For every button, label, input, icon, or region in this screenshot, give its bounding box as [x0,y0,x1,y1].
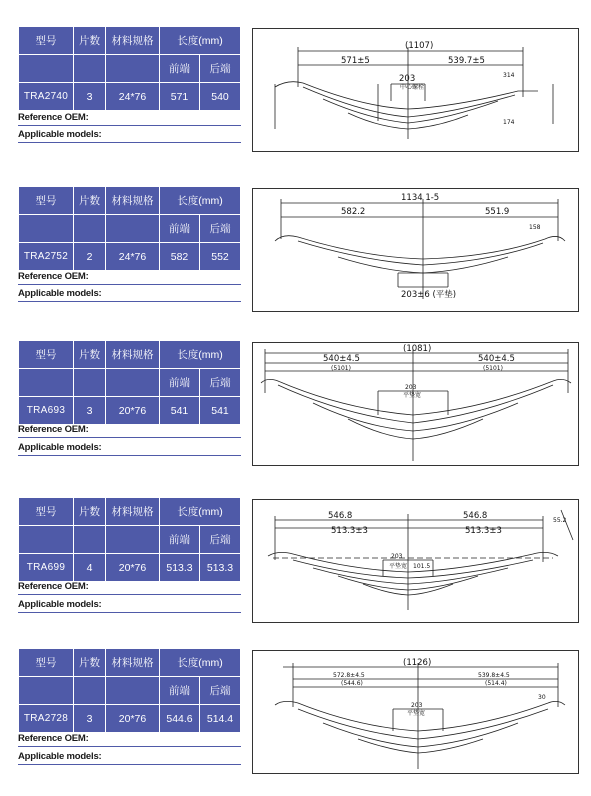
center-dim-label: 203 [411,702,423,709]
leaf-spring-diagram [253,29,578,151]
front-dim-label: 572.8±4.5 [333,672,365,679]
center-note-label: 中心螺栓 [400,84,425,91]
spec-table [18,497,241,582]
eye-dim-label: 158 [529,224,541,231]
rear-length: 513.3 [200,554,241,582]
rear-dim2-label: (514.4) [485,680,507,687]
header-rear: 后端 [200,215,241,243]
pieces-value: 3 [74,83,106,111]
center-dim-label: 203±6 (平垫) [401,290,457,300]
applicable-models-label: Applicable models: [18,441,241,456]
header-model: 型号 [19,649,74,677]
applicable-models-label: Applicable models: [18,287,241,302]
spec-table [18,648,241,733]
header-front: 前端 [160,369,200,397]
reference-oem-label: Reference OEM: [18,270,241,285]
spring-entry [0,648,591,793]
model-number: TRA2740 [19,83,74,111]
front-dim-label: 540±4.5 [323,354,360,364]
applicable-models-label: Applicable models: [18,750,241,765]
spec-table [18,186,241,271]
model-number: TRA699 [19,554,74,582]
header-length: 长度(mm) [160,341,241,369]
header-length: 长度(mm) [160,27,241,55]
front-dim-label: 582.2 [341,207,366,217]
header-material: 材料规格 [106,498,160,526]
header-material: 材料规格 [106,27,160,55]
header-length: 长度(mm) [160,498,241,526]
header-pieces: 片数 [74,27,106,55]
center-note-label: 平垫宽 [407,710,426,717]
center-dim-label: 203 [405,384,417,391]
rear-dim-label: 546.8 [463,511,488,521]
pieces-value: 3 [74,705,106,733]
applicable-models-label: Applicable models: [18,128,241,143]
pieces-value: 4 [74,554,106,582]
total-length-label: (1107) [405,41,434,51]
rear-dim-label: 540±4.5 [478,354,515,364]
header-length: 长度(mm) [160,649,241,677]
center-note-label: 平垫宽 [403,392,422,399]
spring-drawing [252,188,579,312]
leaf-spring-diagram [253,500,578,622]
front-dim2-label: (544.6) [341,680,363,687]
header-rear: 后端 [200,369,241,397]
header-model: 型号 [19,341,74,369]
eye-dim-label: 30 [538,694,546,701]
spring-drawing [252,499,579,623]
header-rear: 后端 [200,677,241,705]
material-value: 24*76 [106,83,160,111]
front-length: 541 [160,397,200,425]
front-length: 513.3 [160,554,200,582]
header-material: 材料规格 [106,187,160,215]
header-pieces: 片数 [74,187,106,215]
header-front: 前端 [160,55,200,83]
material-value: 20*76 [106,705,160,733]
header-pieces: 片数 [74,341,106,369]
front-length: 571 [160,83,200,111]
eye-dim-label: 314 [503,72,515,79]
center-dim-label: 203 [399,74,416,84]
height-dim-label: 174 [503,119,515,126]
header-model: 型号 [19,187,74,215]
spec-table [18,340,241,425]
header-pieces: 片数 [74,649,106,677]
header-front: 前端 [160,677,200,705]
rear-dim2-label: (5101) [483,365,503,372]
leaf-spring-diagram [253,343,578,465]
header-rear: 后端 [200,55,241,83]
material-value: 20*76 [106,397,160,425]
rear-length: 541 [200,397,241,425]
total-length-label: (1081) [403,344,432,354]
header-pieces: 片数 [74,498,106,526]
header-front: 前端 [160,526,200,554]
spring-entry [0,26,591,171]
header-material: 材料规格 [106,649,160,677]
model-number: TRA693 [19,397,74,425]
spring-drawing [252,650,579,774]
rear-dim-label: 539.8±4.5 [478,672,510,679]
header-rear: 后端 [200,526,241,554]
material-value: 24*76 [106,243,160,271]
leaf-spring-diagram [253,189,578,311]
leaf-spring-diagram [253,651,578,773]
header-length: 长度(mm) [160,187,241,215]
applicable-models-label: Applicable models: [18,598,241,613]
offset-dim-label: 101.5 [413,563,431,570]
total-length-label: 1134 1-5 [401,193,440,203]
reference-oem-label: Reference OEM: [18,111,241,126]
height-dim-label: 55.2 [553,517,567,524]
front-length: 544.6 [160,705,200,733]
rear-dim-label: 539.7±5 [448,56,485,66]
header-model: 型号 [19,27,74,55]
spring-drawing [252,342,579,466]
rear-length: 552 [200,243,241,271]
reference-oem-label: Reference OEM: [18,423,241,438]
rear-dim-label: 551.9 [485,207,510,217]
spec-table [18,26,241,111]
pieces-value: 3 [74,397,106,425]
model-number: TRA2752 [19,243,74,271]
center-dim-label: 203 [391,553,403,560]
front-length: 582 [160,243,200,271]
header-front: 前端 [160,215,200,243]
center-note-label: 平垫宽 [389,563,408,570]
reference-oem-label: Reference OEM: [18,580,241,595]
header-material: 材料规格 [106,341,160,369]
pieces-value: 2 [74,243,106,271]
front-dim-label: 571±5 [341,56,370,66]
front-dim2-label: (5101) [331,365,351,372]
model-number: TRA2728 [19,705,74,733]
spring-entry [0,497,591,642]
total-length-label: (1126) [403,658,432,668]
front-dim2-label: 513.3±3 [331,526,368,536]
material-value: 20*76 [106,554,160,582]
spring-entry [0,340,591,485]
spring-entry [0,186,591,331]
front-dim-label: 546.8 [328,511,353,521]
header-model: 型号 [19,498,74,526]
reference-oem-label: Reference OEM: [18,732,241,747]
spring-drawing [252,28,579,152]
rear-dim2-label: 513.3±3 [465,526,502,536]
rear-length: 514.4 [200,705,241,733]
rear-length: 540 [200,83,241,111]
